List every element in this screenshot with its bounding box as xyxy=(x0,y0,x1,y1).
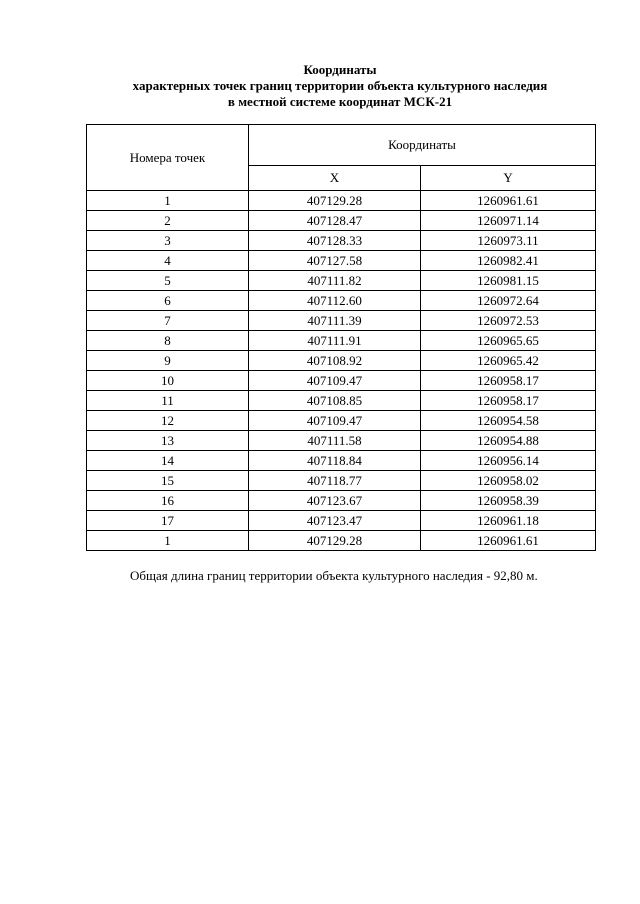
header-coordinates: Координаты xyxy=(249,125,596,166)
x-coordinate-cell: 407109.47 xyxy=(249,411,421,431)
table-row xyxy=(87,271,596,291)
y-coordinate-cell: 1260956.14 xyxy=(421,451,596,471)
point-number-cell: 14 xyxy=(87,451,249,471)
point-number-cell: 15 xyxy=(87,471,249,491)
y-coordinate-cell: 1260981.15 xyxy=(421,271,596,291)
title-line-3: в местной системе координат МСК-21 xyxy=(227,94,453,109)
table-row xyxy=(87,531,596,551)
table-row xyxy=(87,431,596,451)
table-row xyxy=(87,351,596,371)
point-number-cell: 17 xyxy=(87,511,249,531)
y-coordinate-cell: 1260972.64 xyxy=(421,291,596,311)
x-coordinate-cell: 407112.60 xyxy=(249,291,421,311)
x-coordinate-cell: 407129.28 xyxy=(249,191,421,211)
table-row xyxy=(87,231,596,251)
table-row xyxy=(87,491,596,511)
table-row xyxy=(87,291,596,311)
x-coordinate-cell: 407127.58 xyxy=(249,251,421,271)
point-number-cell: 1 xyxy=(87,531,249,551)
y-coordinate-cell: 1260954.58 xyxy=(421,411,596,431)
table-row xyxy=(87,211,596,231)
table-row xyxy=(87,451,596,471)
x-coordinate-cell: 407109.47 xyxy=(249,371,421,391)
x-coordinate-cell: 407111.91 xyxy=(249,331,421,351)
header-point-numbers: Номера точек xyxy=(87,125,249,191)
y-coordinate-cell: 1260965.42 xyxy=(421,351,596,371)
point-number-cell: 6 xyxy=(87,291,249,311)
x-coordinate-cell: 407128.47 xyxy=(249,211,421,231)
table-row xyxy=(87,371,596,391)
x-coordinate-cell: 407111.39 xyxy=(249,311,421,331)
x-coordinate-cell: 407123.67 xyxy=(249,491,421,511)
point-number-cell: 12 xyxy=(87,411,249,431)
point-number-cell: 2 xyxy=(87,211,249,231)
point-number-cell: 9 xyxy=(87,351,249,371)
document-title xyxy=(0,62,640,110)
table-row xyxy=(87,411,596,431)
table-header-row xyxy=(87,125,596,166)
boundary-length-note: Общая длина границ территории объекта культурного наследия - 92,80 м. xyxy=(130,568,538,583)
x-coordinate-cell: 407111.58 xyxy=(249,431,421,451)
point-number-cell: 7 xyxy=(87,311,249,331)
table-row xyxy=(87,191,596,211)
x-coordinate-cell: 407108.85 xyxy=(249,391,421,411)
x-coordinate-cell: 407118.77 xyxy=(249,471,421,491)
y-coordinate-cell: 1260973.11 xyxy=(421,231,596,251)
table-row xyxy=(87,511,596,531)
coordinates-table xyxy=(86,124,596,551)
table-row xyxy=(87,251,596,271)
header-y: Y xyxy=(421,166,596,191)
title-line-1: Координаты xyxy=(303,62,377,77)
point-number-cell: 16 xyxy=(87,491,249,511)
y-coordinate-cell: 1260982.41 xyxy=(421,251,596,271)
y-coordinate-cell: 1260954.88 xyxy=(421,431,596,451)
y-coordinate-cell: 1260961.61 xyxy=(421,531,596,551)
point-number-cell: 3 xyxy=(87,231,249,251)
y-coordinate-cell: 1260958.17 xyxy=(421,371,596,391)
x-coordinate-cell: 407118.84 xyxy=(249,451,421,471)
y-coordinate-cell: 1260961.18 xyxy=(421,511,596,531)
x-coordinate-cell: 407129.28 xyxy=(249,531,421,551)
point-number-cell: 10 xyxy=(87,371,249,391)
title-line-2: характерных точек границ территории объекта культурного наследия xyxy=(132,78,548,93)
x-coordinate-cell: 407128.33 xyxy=(249,231,421,251)
point-number-cell: 8 xyxy=(87,331,249,351)
y-coordinate-cell: 1260965.65 xyxy=(421,331,596,351)
point-number-cell: 5 xyxy=(87,271,249,291)
table-row xyxy=(87,331,596,351)
table-row xyxy=(87,471,596,491)
y-coordinate-cell: 1260958.17 xyxy=(421,391,596,411)
y-coordinate-cell: 1260961.61 xyxy=(421,191,596,211)
y-coordinate-cell: 1260958.39 xyxy=(421,491,596,511)
x-coordinate-cell: 407111.82 xyxy=(249,271,421,291)
table-row xyxy=(87,391,596,411)
header-x: X xyxy=(249,166,421,191)
point-number-cell: 4 xyxy=(87,251,249,271)
point-number-cell: 1 xyxy=(87,191,249,211)
x-coordinate-cell: 407108.92 xyxy=(249,351,421,371)
point-number-cell: 13 xyxy=(87,431,249,451)
x-coordinate-cell: 407123.47 xyxy=(249,511,421,531)
y-coordinate-cell: 1260971.14 xyxy=(421,211,596,231)
point-number-cell: 11 xyxy=(87,391,249,411)
y-coordinate-cell: 1260958.02 xyxy=(421,471,596,491)
table-body xyxy=(87,191,596,551)
y-coordinate-cell: 1260972.53 xyxy=(421,311,596,331)
table-row xyxy=(87,311,596,331)
